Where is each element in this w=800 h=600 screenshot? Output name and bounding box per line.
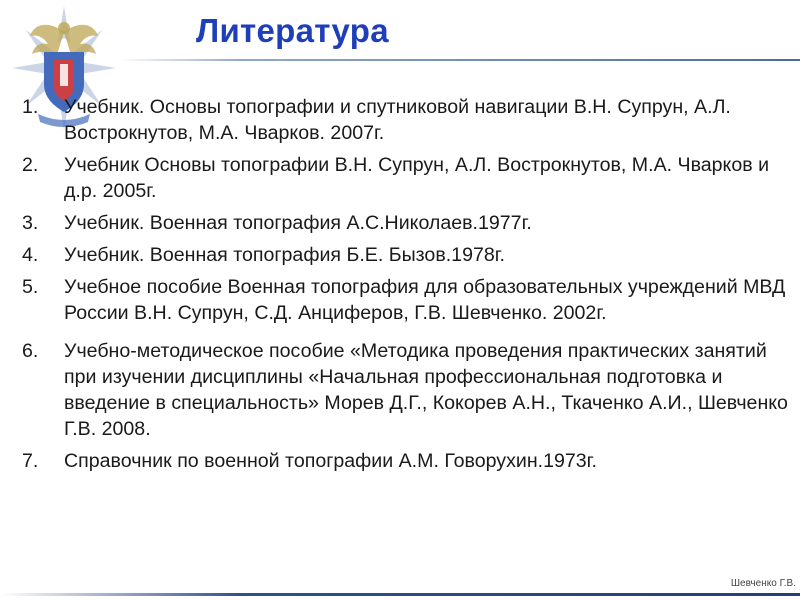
list-item-number: 3. [22, 212, 39, 234]
list-item [0, 338, 790, 442]
list-item-number: 6. [22, 340, 39, 362]
footer-rule [0, 593, 800, 596]
page-title: Литература [196, 12, 389, 49]
list-item-number: 5. [22, 276, 39, 298]
list-item-text: Учебное пособие Военная топография для образовательных учреждений МВД России В.Н. Супрун, С.Д. Анциферов, Г.В. Шевченко. 2002г. [64, 276, 786, 324]
list-item-text: Учебник Основы топографии В.Н. Супрун, А.Л. Вострокнутов, М.А. Чварков и д.р. 2005г. [64, 154, 770, 202]
list-item [0, 274, 790, 326]
list-item [0, 152, 790, 204]
list-item-number: 7. [22, 450, 39, 472]
list-item-text: Учебник. Военная топография Б.Е. Бызов.1978г. [64, 244, 505, 266]
footer-author: Шевченко Г.В. [730, 578, 796, 589]
list-item [0, 210, 790, 236]
list-item-text: Учебник. Основы топографии и спутниковой навигации В.Н. Супрун, А.Л. Вострокнутов, М.А. Чварков. 2007г. [64, 96, 731, 144]
reference-list [0, 94, 790, 480]
list-item-text: Справочник по военной топографии А.М. Говорухин.1973г. [64, 450, 597, 472]
list-item-text: Учебник. Военная топография А.С.Николаев.1977г. [64, 212, 532, 234]
list-item [0, 94, 790, 146]
list-item [0, 242, 790, 268]
list-item [0, 448, 790, 474]
header-rule [118, 59, 800, 61]
list-item-text: Учебно-методическое пособие «Методика проведения практических занятий при изучении дисциплины «Начальная профессиональная подготовка и введение в специальность» Морев Д.Г., Кокорев А.Н., Ткаченко А.И., Шевченко Г.В. 2008. [64, 340, 788, 440]
list-item-number: 2. [22, 154, 39, 176]
list-item-number: 4. [22, 244, 39, 266]
list-item-number: 1. [22, 96, 39, 118]
